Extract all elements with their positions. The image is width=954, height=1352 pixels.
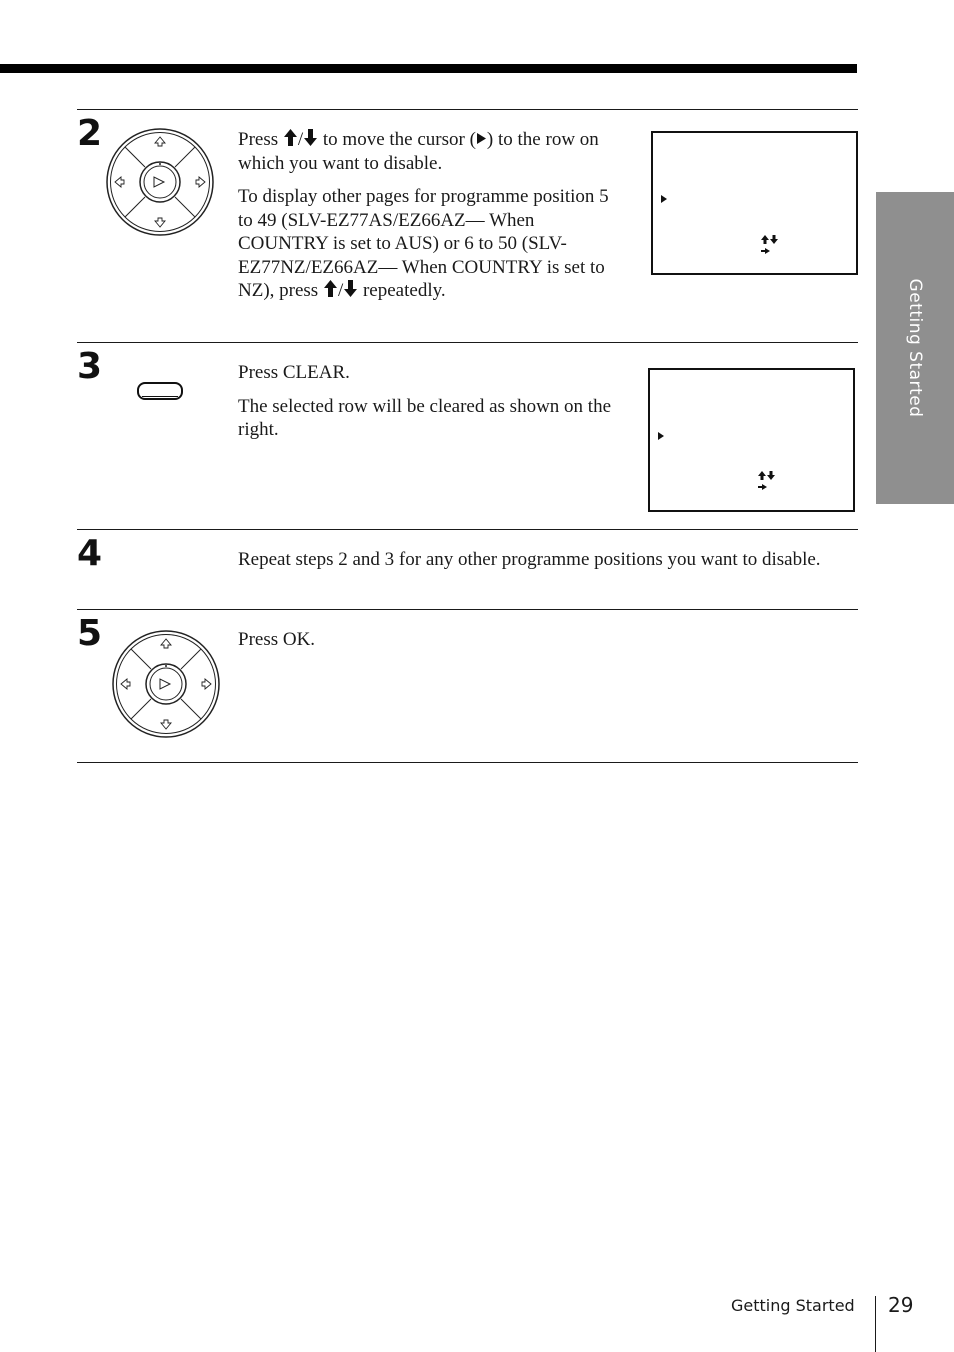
navigation-arrows-icon — [760, 234, 780, 256]
up-arrow-icon — [283, 128, 298, 147]
text-fragment: to move the cursor ( — [318, 129, 476, 150]
step-4-paragraph-1: Repeat steps 2 and 3 for any other programme positions you want to disable. — [238, 549, 821, 570]
side-tab-label: Getting Started — [905, 278, 925, 418]
cursor-triangle-icon — [476, 132, 487, 145]
down-arrow-icon — [343, 279, 358, 298]
section-side-tab — [876, 192, 954, 504]
step-3-paragraph-2: The selected row will be cleared as shown on the right. — [238, 395, 612, 440]
step-5-top-rule — [77, 609, 858, 610]
step-2-paragraph-1 — [238, 128, 623, 175]
page-number: 29 — [888, 1293, 914, 1317]
step-5-text — [238, 628, 623, 652]
cursor-triangle-icon — [657, 431, 665, 441]
step-4-top-rule — [77, 529, 858, 530]
step-number: 5 — [77, 613, 103, 654]
step-2-text — [238, 128, 623, 303]
bottom-rule — [77, 762, 858, 763]
step-3-paragraph-1: Press CLEAR. — [238, 362, 350, 383]
navigation-arrows-icon — [757, 470, 777, 492]
text-fragment: Press — [238, 129, 283, 150]
top-bar — [0, 64, 857, 73]
cursor-triangle-icon — [660, 194, 668, 204]
step-4-text — [238, 548, 860, 572]
step-3-text — [238, 361, 623, 442]
step-2-top-rule — [77, 109, 858, 110]
footer-section-label: Getting Started — [731, 1296, 855, 1315]
footer-divider — [875, 1296, 876, 1352]
tv-screen-display — [651, 131, 858, 275]
text-fragment: repeatedly. — [358, 280, 446, 301]
clear-button-icon — [136, 380, 184, 402]
step-number: 4 — [77, 533, 103, 574]
remote-joystick-icon — [104, 126, 216, 238]
up-arrow-icon — [323, 279, 338, 298]
text-fragment: To display other pages for programme position 5 to 49 (SLV-EZ77AS/EZ66AZ— When COUNTRY is set to AUS) or 6 to 50 (SLV-EZ77NZ/EZ66AZ— When COUNTRY is set to NZ), press — [238, 186, 609, 301]
step-3-top-rule — [77, 342, 858, 343]
remote-joystick-icon — [110, 628, 222, 740]
text-fragment: ) to the row on which you want to disable. — [238, 129, 599, 174]
step-5-paragraph-1: Press OK. — [238, 629, 316, 650]
step-number: 2 — [77, 113, 103, 154]
tv-screen-display — [648, 368, 855, 512]
text-fragment: / — [297, 129, 304, 150]
text-fragment: / — [337, 280, 344, 301]
down-arrow-icon — [303, 128, 318, 147]
step-2-paragraph-2 — [238, 185, 623, 303]
step-number: 3 — [77, 346, 103, 387]
